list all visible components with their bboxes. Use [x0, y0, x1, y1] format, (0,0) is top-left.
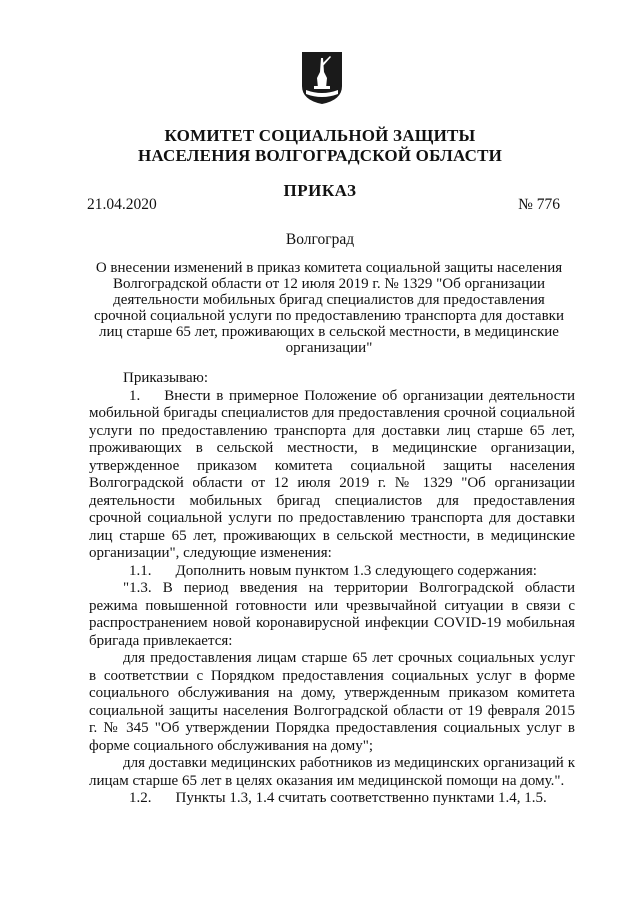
- paragraph-1-number: 1.: [129, 387, 141, 404]
- document-number: № 776: [518, 196, 560, 213]
- paragraph-1-2-number: 1.2.: [129, 790, 152, 806]
- paragraph-1-3-item-a: для предоставления лицам старше 65 лет срочных социальных услуг в соответствии с Порядком предоставления социальных услуг в форме социального обслуживания на дому, утвержденным приказом комитета социальной защиты населения Волгоградской области от 19 февраля 2015 г. № 345 "Об утверждении Порядка предоставления социальных услуг в форме социального обслуживания на дому";: [89, 650, 575, 754]
- paragraph-1-3-item-b: для доставки медицинских работников из медицинских организаций к лицам старше 65 лет в целях оказания им медицинской помощи на дому.".: [89, 755, 575, 789]
- paragraph-1-2-text: Пункты 1.3, 1.4 считать соответственно пунктами 1.4, 1.5.: [175, 790, 547, 806]
- paragraph-1-1-text: Дополнить новым пунктом 1.3 следующего содержания:: [175, 562, 537, 579]
- intro-line: Приказываю:: [123, 370, 208, 386]
- paragraph-1-text: Внести в примерное Положение об организации деятельности мобильной бригады специалистов для предоставления срочной социальной услуги по предоставлению транспорта для доставки лиц старше 65 лет, проживающих в сельской местности, в медицинские организации, утвержденное приказом комитета социальной защиты населения Волгоградской области от 12 июля 2019 г. № 1329 "Об организации деятельности мобильных бригад специалистов для предоставления срочной социальной услуги по предоставлению транспорта для доставки лиц старше 65 лет, проживающих в сельской местности, в медицинские организации", следующие изменения:: [89, 387, 575, 561]
- paragraph-1-1: [89, 563, 575, 581]
- organization-name: [0, 126, 640, 166]
- volgograd-emblem-icon: [300, 50, 344, 106]
- document-date: 21.04.2020: [87, 196, 157, 213]
- document-type: ПРИКАЗ: [283, 181, 357, 200]
- document-body: [89, 370, 575, 808]
- paragraph-1: [89, 388, 575, 563]
- org-line-2: НАСЕЛЕНИЯ ВОЛГОГРАДСКОЙ ОБЛАСТИ: [137, 146, 503, 165]
- paragraph-1-2: [89, 790, 575, 808]
- document-city: Волгоград: [285, 231, 355, 248]
- paragraph-1-1-number: 1.1.: [129, 562, 152, 579]
- document-subject: О внесении изменений в приказ комитета социальной защиты населения Волгоградской области от 12 июля 2019 г. № 1329 "Об организации деятельности мобильных бригад специалистов для предоставления срочной социальной услуги по предоставлению транспорта для доставки лиц старше 65 лет, проживающих в сельской местности, в медицинские организации": [94, 260, 564, 356]
- org-line-1: КОМИТЕТ СОЦИАЛЬНОЙ ЗАЩИТЫ: [164, 126, 476, 145]
- paragraph-1-3: "1.3. В период введения на территории Волгоградской области режима повышенной готовности или чрезвычайной ситуации в связи с распространением новой коронавирусной инфекции COVID-19 мобильная бригада привлекается:: [89, 580, 575, 649]
